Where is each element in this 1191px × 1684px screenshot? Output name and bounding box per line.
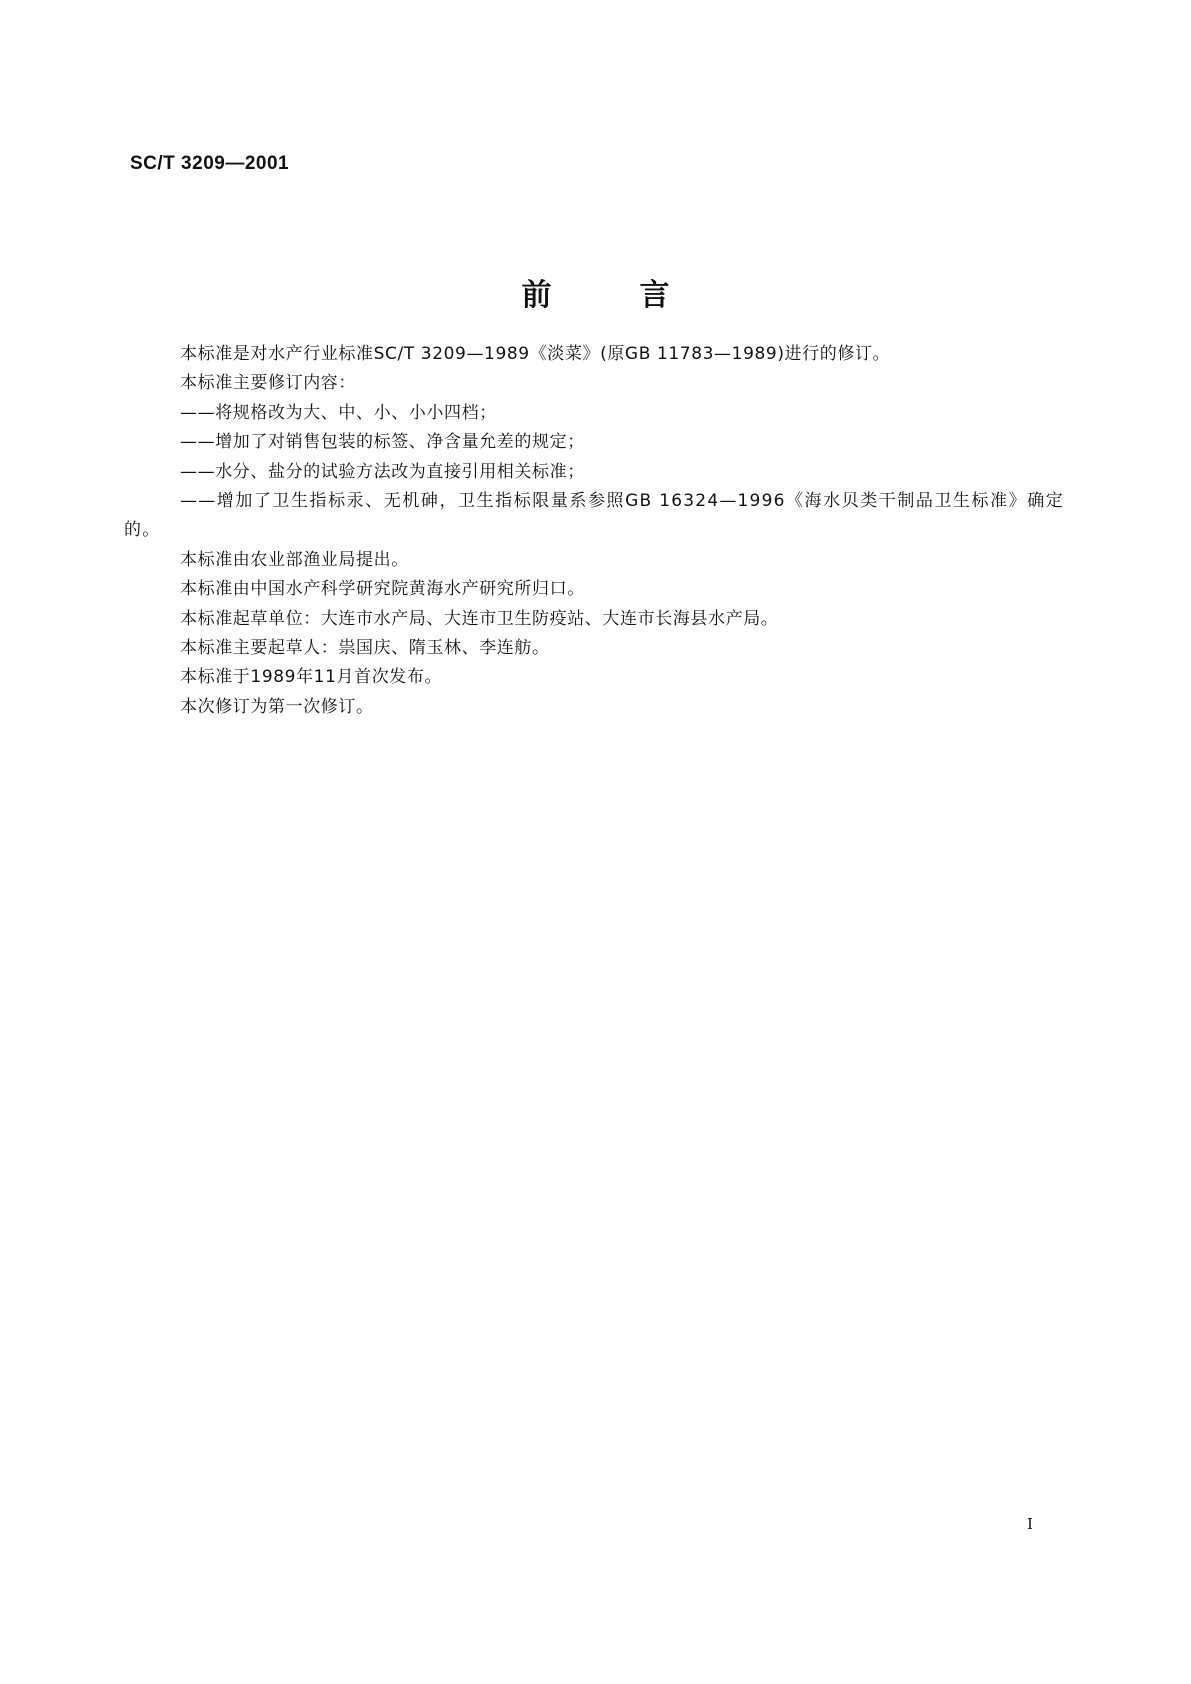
paragraph-revision-count: 本次修订为第一次修订。 (180, 696, 374, 717)
paragraph-first-release: 本标准于1989年11月首次发布。 (180, 667, 443, 688)
page-number: I (1027, 1515, 1033, 1533)
paragraph-proposed-by: 本标准由农业部渔业局提出。 (180, 549, 409, 570)
page-title: 前言 (521, 278, 758, 313)
list-item-labeling: ——增加了对销售包装的标签、净含量允差的规定； (180, 432, 585, 453)
list-item-hygiene-indicators: ——增加了卫生指标汞、无机砷，卫生指标限量系参照GB 16324—1996《海水贝类干制品卫生标准》确定的。 (124, 491, 1064, 541)
paragraph-drafters: 本标准主要起草人：祟国庆、隋玉林、李连舫。 (180, 638, 550, 659)
foreword-body (124, 340, 1064, 722)
paragraph-main-changes-heading: 本标准主要修订内容： (180, 373, 356, 394)
paragraph-centralized-by: 本标准由中国水产科学研究院黄海水产研究所归口。 (180, 579, 585, 600)
document-code: SC/T 3209—2001 (130, 153, 290, 174)
list-item-test-methods: ——水分、盐分的试验方法改为直接引用相关标准； (180, 461, 585, 482)
list-item-grades: ——将规格改为大、中、小、小小四档； (180, 402, 497, 423)
paragraph-revision-basis: 本标准是对水产行业标准SC/T 3209—1989《淡菜》(原GB 11783—1989)进行的修订。 (180, 344, 891, 364)
paragraph-drafting-units: 本标准起草单位：大连市水产局、大连市卫生防疫站、大连市长海县水产局。 (180, 608, 779, 629)
